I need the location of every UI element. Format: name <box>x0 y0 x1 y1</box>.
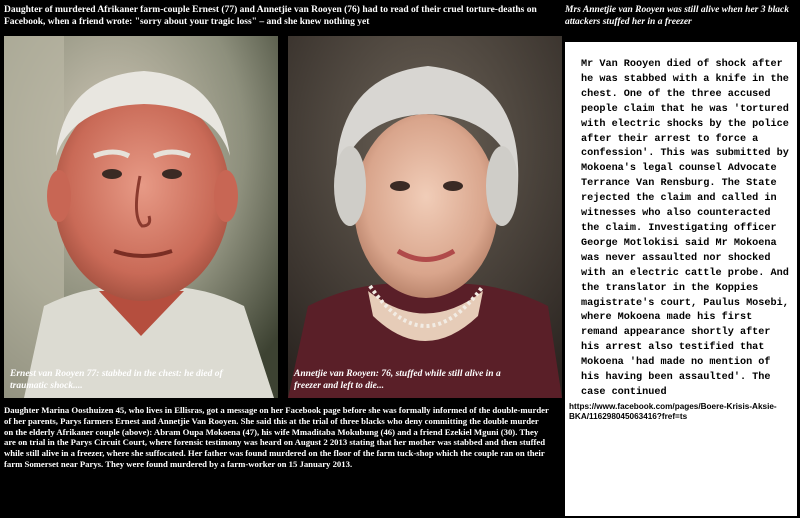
top-caption: Daughter of murdered Afrikaner farm-couple Ernest (77) and Annetjie van Rooyen (76) had to read of their cruel torture-deaths on Facebook, when a friend wrote: "sorry about your tragic loss" – and she knew nothing yet <box>4 5 537 27</box>
photo-ernest <box>4 36 278 398</box>
side-heading: Mrs Annetjie van Rooyen was still alive when her 3 black attackers stuffed her in a freezer <box>565 5 789 27</box>
photo-caption-annetjie: Annetjie van Rooyen: 76, stuffed while still alive in a freezer and left to die... <box>294 369 501 391</box>
portrait-annetjie-image <box>288 36 562 398</box>
portrait-ernest-image <box>4 36 278 398</box>
side-panel <box>565 42 797 516</box>
photo-caption-ernest: Ernest van Rooyen 77: stabbed in the chest: he died of traumatic shock.... <box>10 369 223 391</box>
source-link[interactable]: https://www.facebook.com/pages/Boere-Krisis-Aksie-BKA/116298045063416?fref=ts <box>569 401 777 421</box>
photo-annetjie <box>288 36 562 398</box>
article-text: Daughter Marina Oosthuizen 45, who lives in Ellisras, got a message on her Facebook page before she was formally informed of the double-murder of her parents, Parys farmers Ernest and Annetjie Van Rooyen. She said this at the trial of three blacks who deny committing the double murder on the elderly Afrikaner couple (above): Abram Oupa Mokoena (47), his wife Mmaditaba Mokubung (46) and a friend Ezekiel Mguni (30). They are on trial in the Parys Circuit Court, where forensic testimony was heard on August 2 2013 stating that her mother was stabbed and then stuffed while still alive in a freezer, where she suffocated. Her father was found murdered on the floor of the farm tuck-shop which the couple ran on their farm Somerset near Parys. They were found murdered by a farm-worker on 15 January 2013. <box>4 405 549 469</box>
side-panel-body: Mr Van Rooyen died of shock after he was stabbed with a knife in the chest. One of the three accused people claim that he was 'tortured with electric shocks by the police after their arrest to force a confession'. This was submitted by Mokoena's legal counsel Advocate Terrance Van Rensburg. The State rejected the claim and called in witnesses who also counteracted the claim. Investigating officer George Motlokisi said Mr Mokoena was never assaulted nor shocked with an electric cattle probe. And the translator in the Koppies magistrate's court, Paulus Mosebi, where Mokoena made his first remand appearance shortly after his arrest also testified that Mokoena 'had made no mention of his having been assaulted'. The case continued <box>581 59 789 398</box>
